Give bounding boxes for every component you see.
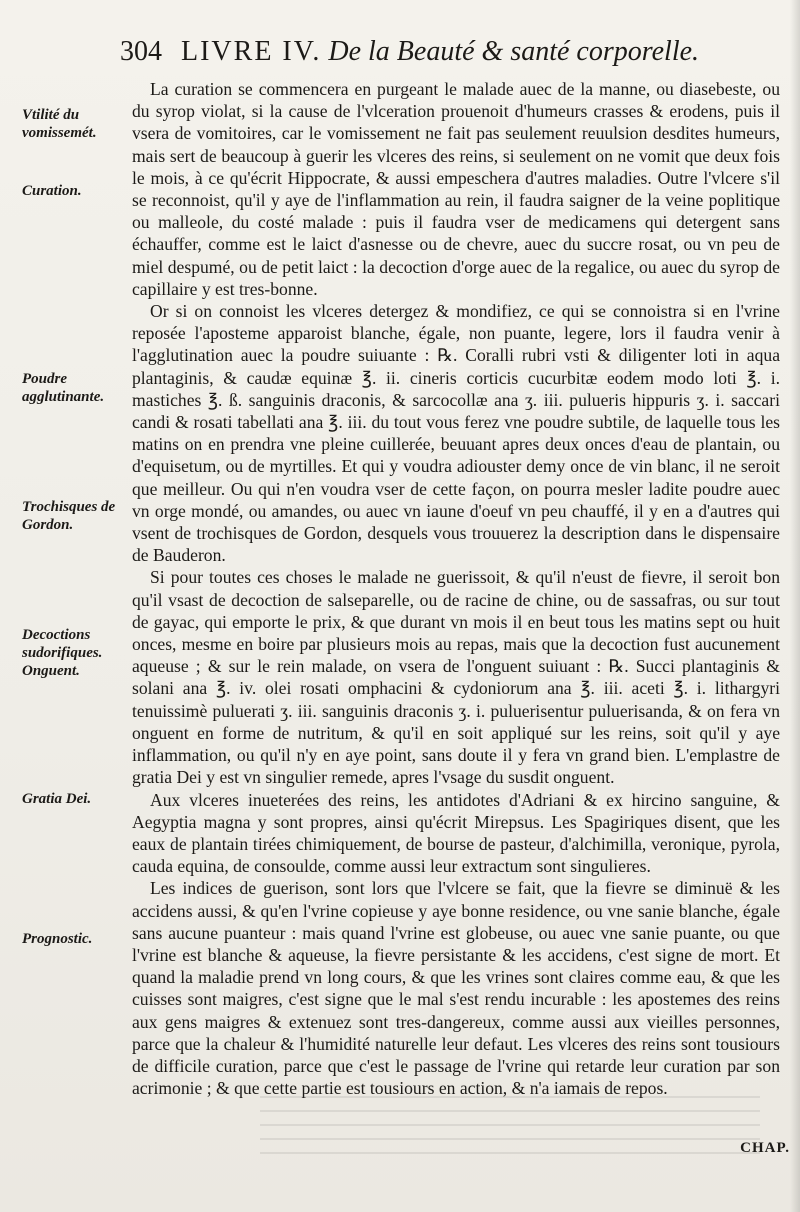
margin-note: Poudre agglutinante. [22, 371, 105, 405]
margin-note: Trochisques de Gordon. [22, 499, 116, 533]
paragraph-decoctions: Si pour toutes ces choses le malade ne guerissoit, & qu'il n'eust de fievre, il seroit bon qu'il vsast de decoction de salseparelle, ou de racine de chine, ou de sassafras, ou sur tout de gayac, qui emporte le prix, & que durant vn mois il en beut tous les matins sept ou huit onces, mesme en boire par plusieurs mois au repas, mais que la decoction fust aucunement aqueuse ; & sur le rein malade, on vsera de l'onguent suiuant : ℞. Succi plantaginis & solani ana ℥. iv. olei rosati omphacini & cydoniorum ana ℥. iii. aceti ℥. i. lithargyri tenuissimè puluerati ʒ. iii. sanguinis draconis ʒ. i. puluerisentur puluerisanda, & on fera vn onguent en forme de nutritum, & qu'il en soit appliqué sur les reins, soit qu'il y aye inflammation, ou qu'il n'y en aye point, sans doute il y fera vn grand bien. L'emplastre de gratia Dei y est vn singulier remede, apres l'vsage du susdit onguent. [132, 567, 780, 788]
paragraph-prognostic: Les indices de guerison, sont lors que l'vlcere se fait, que la fievre se diminuë & les accidens aussi, & qu'en l'vrine copieuse y aye bonne residence, ou vne sanie blanche, égale sans aucune puanteur : mais quand l'vrine est globeuse, ou auec vne sanie puante, ou que l'vrine est blanche & aqueuse, la fievre persistante & les accidens, c'est signe de mort. Et quand la maladie prend vn long cours, & que les vrines sont claires comme eau, & que les cuisses sont maigres, c'est signe que le mal s'est rendu incurable : les apostemes des reins aux gens maigres & extenuez sont tres-dangereux, comme aussi aux vieilles personnes, parce que la chaleur & l'humidité naturelle leur defaut. Les vlceres des reins sont tousiours de difficile curation, parce que c'est le passage de l'vrine qui retarde leur curation par son acrimonie ; & que cette partie est tousiours en action, & n'a iamais de repos. [132, 878, 780, 1099]
paragraph-curation: La curation se commencera en purgeant le malade auec de la manne, ou diasebeste, ou du syrop violat, si la cause de l'vlceration prouenoit d'humeurs crasses & erodens, puis il vsera de vomitoires, car le vomissement ne fait pas seulement reuulsion desdites humeurs, mais sert de beaucoup à guerir les vlceres des reins, si seulement on ne vomit que deux fois le mois, à ce qu'écrit Hippocrate, & aussi empeschera d'autres maladies. Outre l'vlcere s'il se reconnoist, qu'il y aye de l'inflammation au rein, il faudra saigner de la veine poplitique ou malleole, du costé malade : puis il faudra vser de medicamens qui detergent sans échauffer, comme est le laict d'asnesse ou de chevre, auec du succre rosat, ou vn peu de miel despumé, ou de petit laict : la decoction d'orge auec de la regalice, ou auec du syrop de capillaire y est tres-bonne. [132, 79, 780, 299]
running-title: De la Beauté & santé corporelle. [328, 36, 700, 67]
show-through-bleed [260, 1096, 760, 1156]
page-gutter-shadow [790, 0, 800, 1212]
margin-note: Decoctions sudorifiques. Onguent. [22, 627, 103, 679]
margin-note: Prognostic. [22, 931, 93, 947]
margin-note: Curation. [22, 183, 82, 199]
paragraph-agglutination: Or si on connoist les vlceres detergez & mondifiez, ce qui se connoistra si en l'vrine reposée l'aposteme apparoist blanche, égale, non puante, legere, lors il faudra venir à l'agglutination auec la poudre suiuante : ℞. Coralli rubri vsti & diligenter loti in aqua plantaginis, & caudæ equinæ ℥. ii. cineris corticis cucurbitæ eodem modo loti ℥. i. mastiches ℥. ß. sanguinis draconis, & sarcocollæ ana ʒ. iii. pulueris hippuris ʒ. i. saccari candi & rosati tabellati ana ℥. iii. du tout vous ferez vne poudre subtile, de laquelle tous les matins on en prendra vne pleine cuillerée, beuuant apres deux onces d'eau de plantain, ou d'equisetum, ou de myrtilles. Et qui y voudra adiouster demy once de vin blanc, il ne seroit que meilleur. Ou qui n'en voudra vser de cette façon, on pourra mesler ladite poudre auec vn orge mondé, ou amandes, ou auec vn iaune d'oeuf vn peu chauffé, il y en a d'autres qui vsent de trochisques de Gordon, desquels vous trouuerez la description dans le dispensaire de Bauderon. [132, 301, 780, 566]
running-head [120, 34, 790, 70]
margin-note: Gratia Dei. [22, 791, 92, 807]
margin-note: Vtilité du vomissemét. [22, 107, 97, 141]
page-number: 304 [120, 36, 162, 67]
body-text [132, 78, 780, 1099]
book-label: LIVRE IV. [181, 36, 322, 67]
catchword: CHAP. [740, 1140, 790, 1156]
paragraph-antidotes: Aux vlceres inueterées des reins, les antidotes d'Adriani & ex hircino sanguine, & Aegyptia magna y sont propres, ainsi qu'écrit Mirepsus. Les Spagiriques disent, que les eaux de plantain tirées chimiquement, de bourse de pasteur, d'alchimilla, veronique, pyrola, cauda equina, de consoulde, comme aussi leur extractum sont singulieres. [132, 789, 780, 877]
